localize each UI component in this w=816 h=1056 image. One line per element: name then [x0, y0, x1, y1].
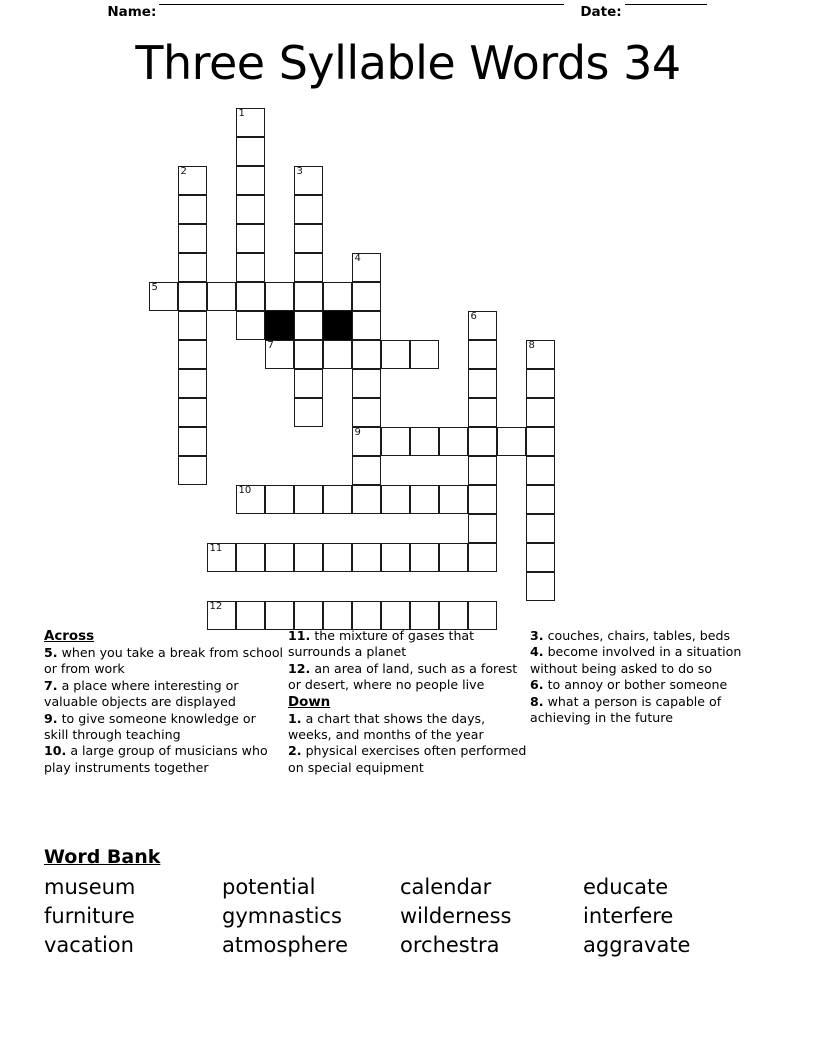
clue-number: 12.	[288, 660, 311, 676]
grid-cell[interactable]	[178, 224, 207, 253]
grid-cell[interactable]	[468, 514, 497, 543]
grid-cell[interactable]	[236, 253, 265, 282]
grid-cell[interactable]	[352, 340, 381, 369]
grid-cell-number: 9	[354, 427, 361, 438]
word-bank-word: calendar	[400, 875, 492, 899]
grid-cell[interactable]	[352, 282, 381, 311]
clue-item: 12. an area of land, such as a forest or desert, where no people live	[288, 660, 518, 693]
grid-cell[interactable]	[265, 601, 294, 630]
grid-cell[interactable]	[265, 485, 294, 514]
word-bank-title: Word Bank	[44, 846, 161, 868]
clue-number: 4.	[530, 644, 544, 660]
clue-number: 1.	[288, 710, 302, 726]
grid-cell-number: 4	[354, 253, 361, 264]
word-bank-section	[44, 845, 784, 960]
date-label: Date:	[580, 4, 622, 20]
grid-cell[interactable]	[178, 253, 207, 282]
grid-cell[interactable]	[323, 601, 352, 630]
grid-cell[interactable]	[468, 369, 497, 398]
clue-number: 9.	[44, 710, 58, 726]
word-bank-word: museum	[44, 875, 136, 899]
grid-cell[interactable]	[468, 427, 497, 456]
grid-cell[interactable]	[236, 485, 265, 514]
grid-cell[interactable]	[149, 282, 178, 311]
grid-cell[interactable]	[178, 427, 207, 456]
grid-cell[interactable]	[526, 543, 555, 572]
grid-cell[interactable]	[439, 601, 468, 630]
grid-cell[interactable]	[236, 108, 265, 137]
grid-cell-number: 10	[238, 485, 252, 496]
grid-cell[interactable]	[265, 282, 294, 311]
grid-cell[interactable]	[468, 543, 497, 572]
grid-cell[interactable]	[526, 398, 555, 427]
grid-cell[interactable]	[236, 543, 265, 572]
grid-cell[interactable]	[178, 311, 207, 340]
grid-cell[interactable]	[352, 369, 381, 398]
clues-column-1	[44, 628, 284, 776]
grid-cell-number: 6	[470, 311, 477, 322]
grid-cell-number: 8	[528, 340, 535, 351]
word-bank-word: educate	[583, 875, 669, 899]
grid-cell[interactable]	[381, 340, 410, 369]
grid-cell[interactable]	[526, 456, 555, 485]
clue-item: 2. physical exercises often performed on special equipment	[288, 743, 527, 775]
grid-cell[interactable]	[236, 137, 265, 166]
grid-cell[interactable]	[294, 601, 323, 630]
word-bank-word: atmosphere	[222, 933, 348, 957]
grid-cell-number: 2	[180, 166, 187, 177]
clue-item: 10. a large group of musicians who play instruments together	[44, 743, 268, 775]
clue-number: 7.	[44, 677, 58, 693]
grid-cell[interactable]	[352, 456, 381, 485]
grid-cell[interactable]	[294, 166, 323, 195]
clue-item: 4. become involved in a situation without being asked to do so	[530, 644, 742, 676]
grid-cell[interactable]	[236, 224, 265, 253]
grid-cell-blocked	[323, 311, 352, 340]
clue-item: 11. the mixture of gases that surrounds a planet	[288, 628, 475, 660]
clue-item: 8. what a person is capable of achieving in the future	[530, 693, 722, 726]
clue-item: 7. a place where interesting or valuable objects are displayed	[44, 677, 239, 710]
grid-cell[interactable]	[410, 340, 439, 369]
grid-cell[interactable]	[410, 485, 439, 514]
name-label: Name:	[107, 4, 157, 20]
grid-cell-number: 3	[296, 166, 303, 177]
grid-cell[interactable]	[323, 282, 352, 311]
clue-number: 2.	[288, 743, 302, 759]
word-bank-list	[44, 873, 784, 960]
grid-cell[interactable]	[381, 427, 410, 456]
page-title: Three Syllable Words 34	[135, 36, 681, 90]
grid-cell[interactable]	[468, 456, 497, 485]
grid-cell[interactable]	[526, 485, 555, 514]
grid-cell[interactable]	[468, 398, 497, 427]
grid-cell[interactable]	[381, 485, 410, 514]
grid-cell[interactable]	[323, 485, 352, 514]
grid-cell[interactable]	[236, 195, 265, 224]
clue-number: 8.	[530, 693, 544, 709]
grid-cell[interactable]	[526, 427, 555, 456]
grid-cell[interactable]	[323, 543, 352, 572]
grid-cell-number: 7	[267, 340, 274, 351]
grid-cell[interactable]	[352, 601, 381, 630]
grid-cell[interactable]	[468, 485, 497, 514]
grid-cell[interactable]	[468, 601, 497, 630]
grid-cell-number: 1	[238, 108, 245, 119]
grid-cell[interactable]	[207, 601, 236, 630]
grid-cell[interactable]	[468, 340, 497, 369]
grid-cell[interactable]	[178, 195, 207, 224]
word-bank-word: interfere	[583, 904, 674, 928]
grid-cell[interactable]	[207, 282, 236, 311]
clue-item: 1. a chart that shows the days, weeks, and months of the year	[288, 710, 486, 743]
grid-cell[interactable]	[294, 282, 323, 311]
grid-cell[interactable]	[294, 369, 323, 398]
grid-cell[interactable]	[439, 427, 468, 456]
clue-number: 10.	[44, 743, 67, 759]
grid-cell[interactable]	[439, 543, 468, 572]
grid-cell[interactable]	[265, 543, 294, 572]
grid-cell[interactable]	[323, 340, 352, 369]
grid-cell-blocked	[265, 311, 294, 340]
grid-cell[interactable]	[497, 427, 526, 456]
grid-cell[interactable]	[294, 224, 323, 253]
grid-cell[interactable]	[526, 514, 555, 543]
clue-number: 11.	[288, 628, 311, 643]
clue-item: 3. couches, chairs, tables, beds	[530, 628, 731, 643]
clue-item: 5. when you take a break from school or from work	[44, 645, 284, 677]
clue-number: 5.	[44, 645, 58, 660]
grid-cell[interactable]	[236, 282, 265, 311]
grid-cell[interactable]	[381, 601, 410, 630]
grid-cell[interactable]	[236, 601, 265, 630]
grid-cell[interactable]	[178, 456, 207, 485]
grid-cell[interactable]	[178, 166, 207, 195]
grid-cell[interactable]	[526, 340, 555, 369]
grid-cell[interactable]	[352, 427, 381, 456]
grid-cell[interactable]	[178, 282, 207, 311]
grid-cell[interactable]	[352, 253, 381, 282]
word-bank-word: potential	[222, 875, 316, 899]
grid-cell[interactable]	[381, 543, 410, 572]
grid-cell[interactable]	[207, 543, 236, 572]
grid-cell[interactable]	[410, 601, 439, 630]
grid-cell-number: 12	[209, 601, 223, 612]
word-bank-word: vacation	[44, 933, 134, 957]
grid-cell[interactable]	[178, 398, 207, 427]
grid-cell[interactable]	[352, 485, 381, 514]
clues-section	[44, 628, 780, 838]
grid-cell[interactable]	[294, 543, 323, 572]
word-bank-word: wilderness	[400, 904, 512, 928]
grid-cell[interactable]	[294, 398, 323, 427]
grid-cell[interactable]	[178, 340, 207, 369]
clue-number: 3.	[530, 628, 544, 643]
clues-column-2	[288, 628, 528, 776]
grid-cell[interactable]	[410, 427, 439, 456]
word-bank-word: orchestra	[400, 933, 500, 957]
grid-cell-number: 5	[151, 282, 158, 293]
grid-cell[interactable]	[526, 572, 555, 601]
grid-cell[interactable]	[439, 485, 468, 514]
grid-cell[interactable]	[352, 398, 381, 427]
clue-item: 6. to annoy or bother someone	[530, 677, 728, 693]
across-heading: Across	[44, 629, 95, 644]
word-bank-word: gymnastics	[222, 904, 342, 928]
grid-cell[interactable]	[236, 166, 265, 195]
clue-number: 6.	[530, 677, 544, 693]
grid-cell[interactable]	[294, 485, 323, 514]
grid-cell[interactable]	[352, 543, 381, 572]
word-bank-word: furniture	[44, 904, 135, 928]
grid-cell[interactable]	[294, 311, 323, 340]
grid-cell[interactable]	[294, 253, 323, 282]
grid-cell[interactable]	[468, 311, 497, 340]
grid-cell[interactable]	[236, 311, 265, 340]
grid-cell[interactable]	[294, 195, 323, 224]
grid-cell-number: 11	[209, 543, 223, 554]
clues-column-3	[530, 628, 780, 726]
grid-cell[interactable]	[352, 311, 381, 340]
grid-cell[interactable]	[410, 543, 439, 572]
down-heading: Down	[288, 694, 331, 710]
grid-cell[interactable]	[526, 369, 555, 398]
grid-cell[interactable]	[265, 340, 294, 369]
grid-cell[interactable]	[178, 369, 207, 398]
word-bank-word: aggravate	[583, 933, 691, 957]
clue-item: 9. to give someone knowledge or skill through teaching	[44, 710, 256, 743]
grid-cell[interactable]	[294, 340, 323, 369]
